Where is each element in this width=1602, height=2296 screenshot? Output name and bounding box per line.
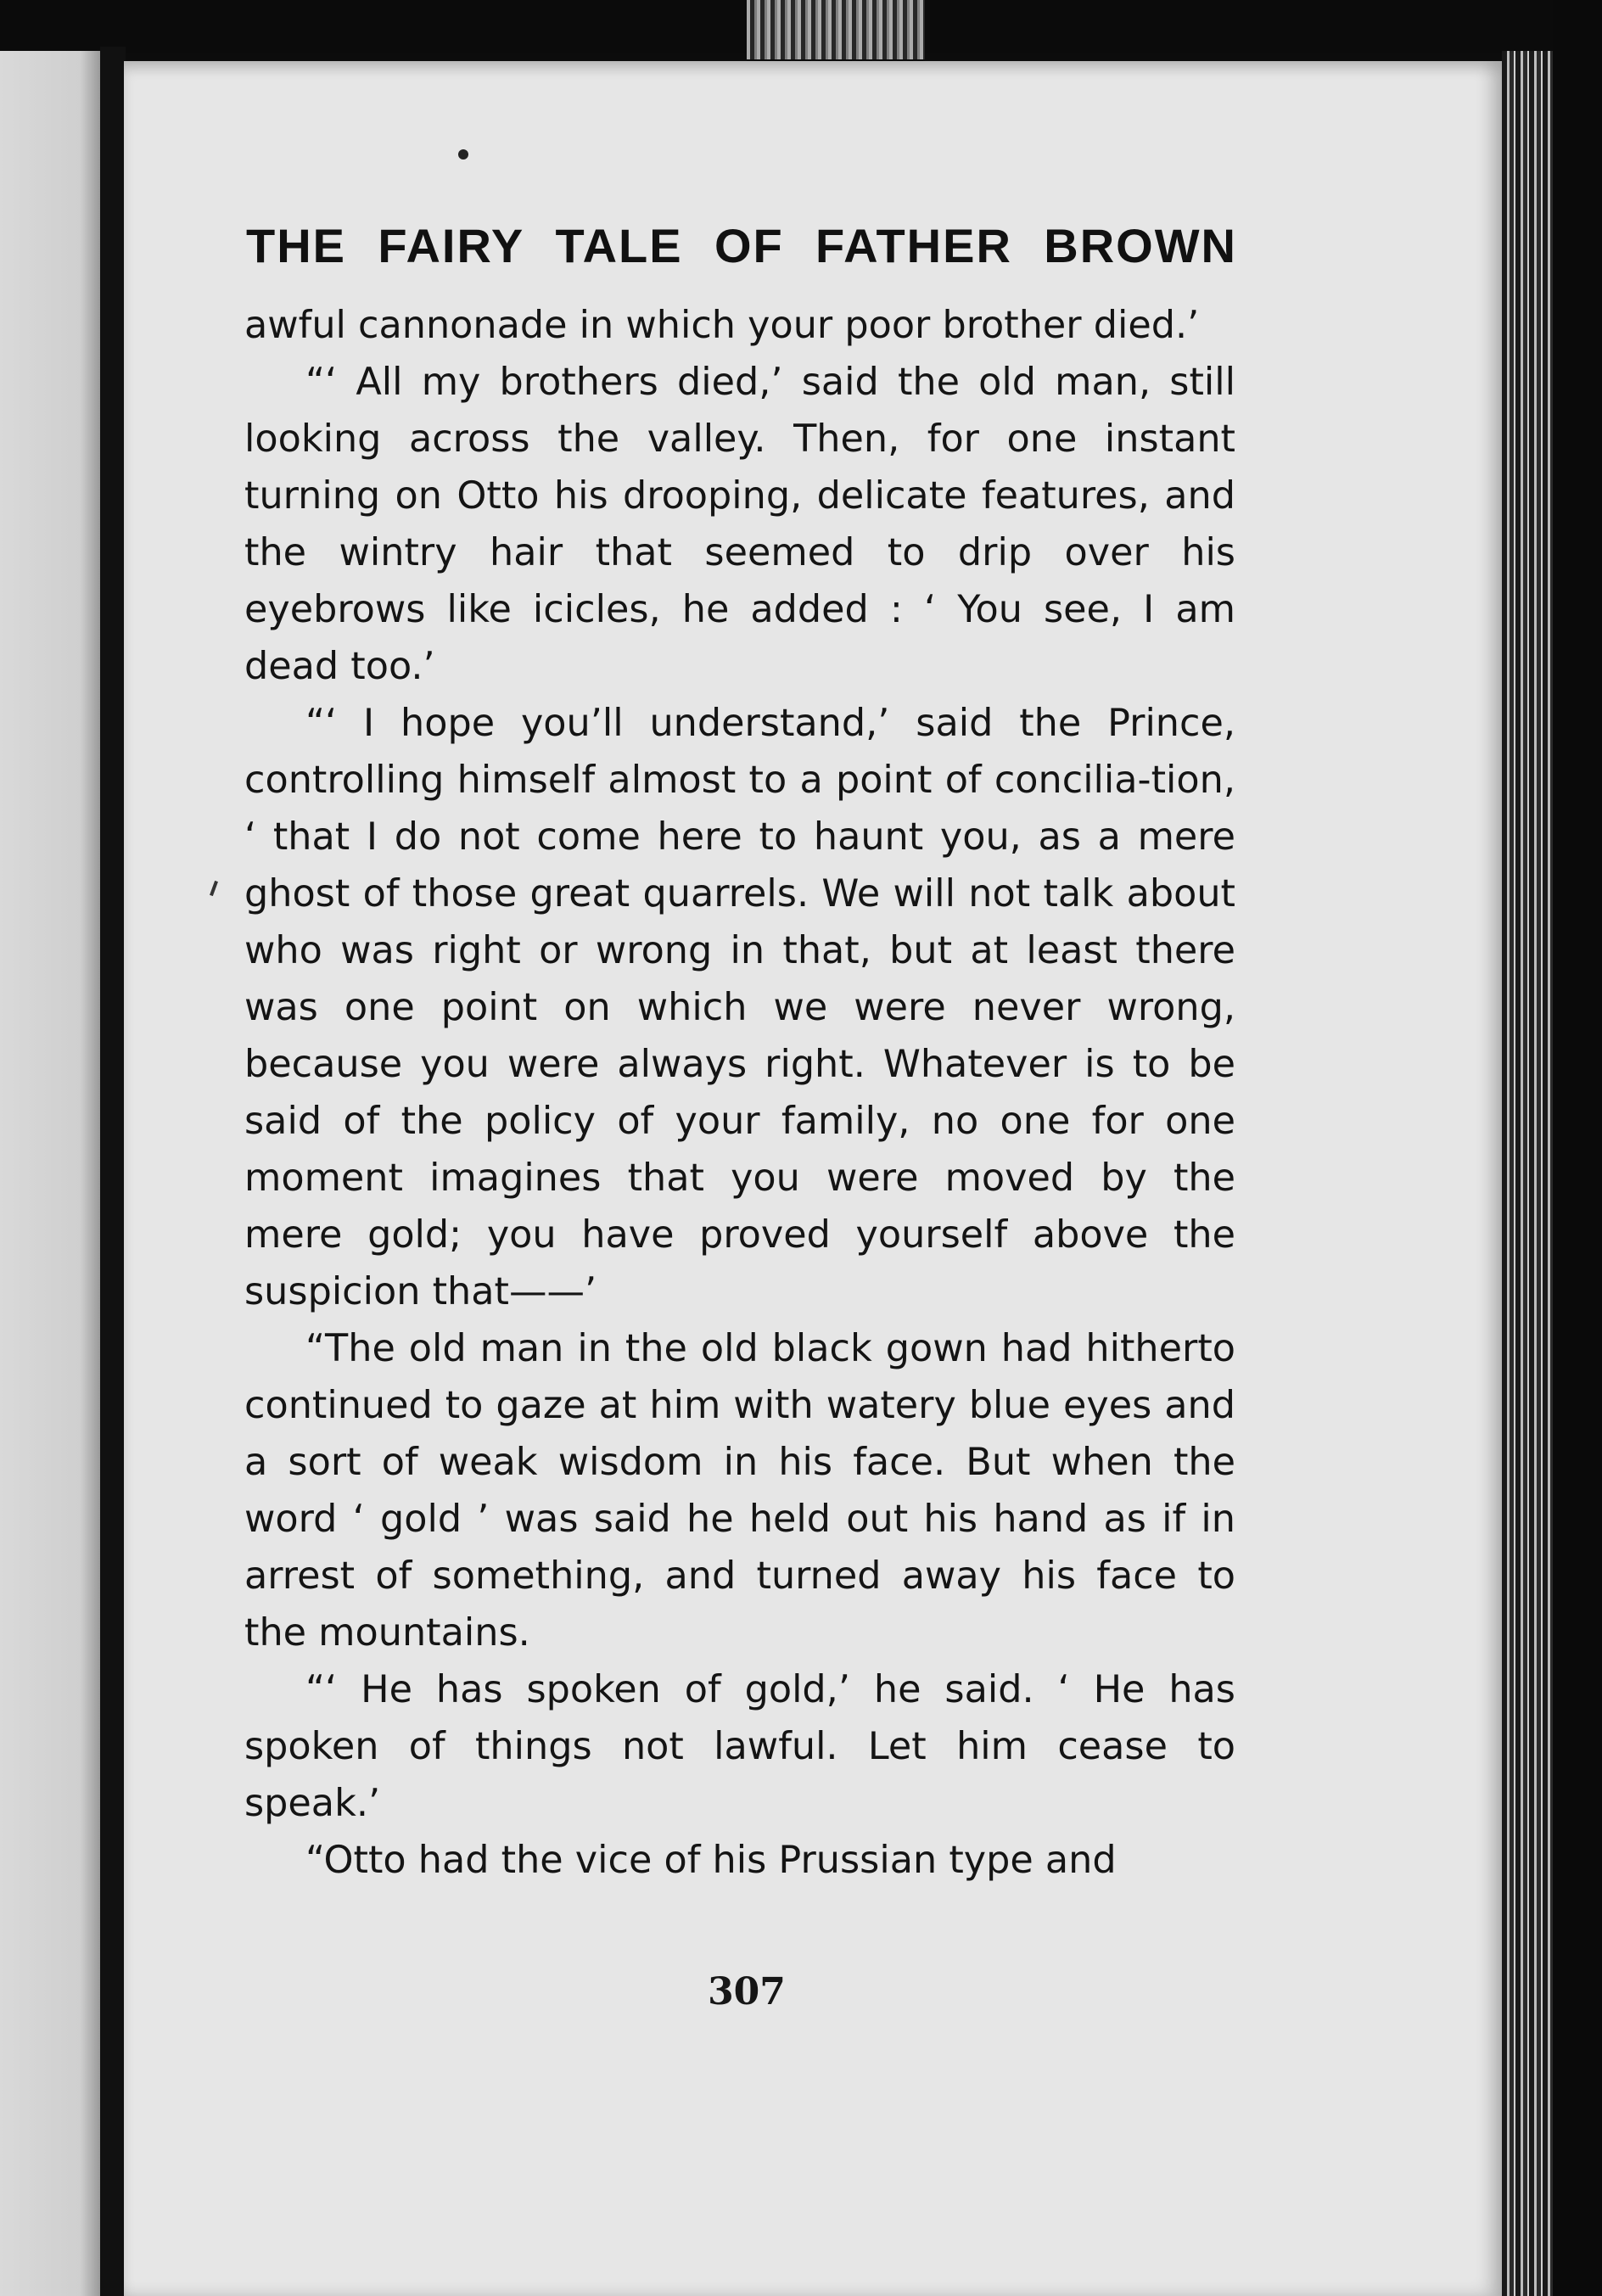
paragraph: “‘ All my brothers died,’ said the old man, still looking across the valley. Then, for one instant turning on Otto his drooping, delicate features, and the wintry hair that seemed to drip over his eyebrows like icicles, he added : ‘ You see, I am dead too.’: [244, 361, 1235, 688]
facing-page-edge: [0, 51, 100, 2296]
paragraph: “The old man in the old black gown had hitherto continued to gaze at him with watery blue eyes and a sort of weak wisdom in his face. But when the word ‘ gold ’ was said he held out his hand as if in arrest of something, and turned away his face to the mountains.: [244, 1327, 1235, 1655]
paragraph: “‘ He has spoken of gold,’ he said. ‘ He has spoken of things not lawful. Let him cease to speak.’: [244, 1668, 1235, 1825]
book-gutter: [100, 47, 126, 2296]
top-edge-damage: [747, 0, 925, 59]
page-number: 307: [708, 1970, 786, 2013]
paragraph-continued: awful cannonade in which your poor brother died.’: [244, 304, 1200, 347]
ink-speck: [458, 149, 468, 160]
scan-right-border: [1553, 0, 1602, 2296]
page-stack-edge: [1502, 51, 1553, 2296]
paragraph: “Otto had the vice of his Prussian type and: [305, 1839, 1117, 1882]
paragraph: “‘ I hope you’ll understand,’ said the Prince, controlling himself almost to a point of concilia-tion, ‘ that I do not come here to haunt you, as a mere ghost of those great quarrels. We will not talk about who was right or wrong in that, but at least there was one point on which we were never wrong, because you were always right. Whatever is to be said of the policy of your family, no one for one moment imagines that you were moved by the mere gold; you have proved yourself above the suspicion that——’: [244, 702, 1235, 1313]
body-text: [244, 297, 1235, 1889]
running-head: THE FAIRY TALE OF FATHER BROWN: [246, 219, 1237, 272]
